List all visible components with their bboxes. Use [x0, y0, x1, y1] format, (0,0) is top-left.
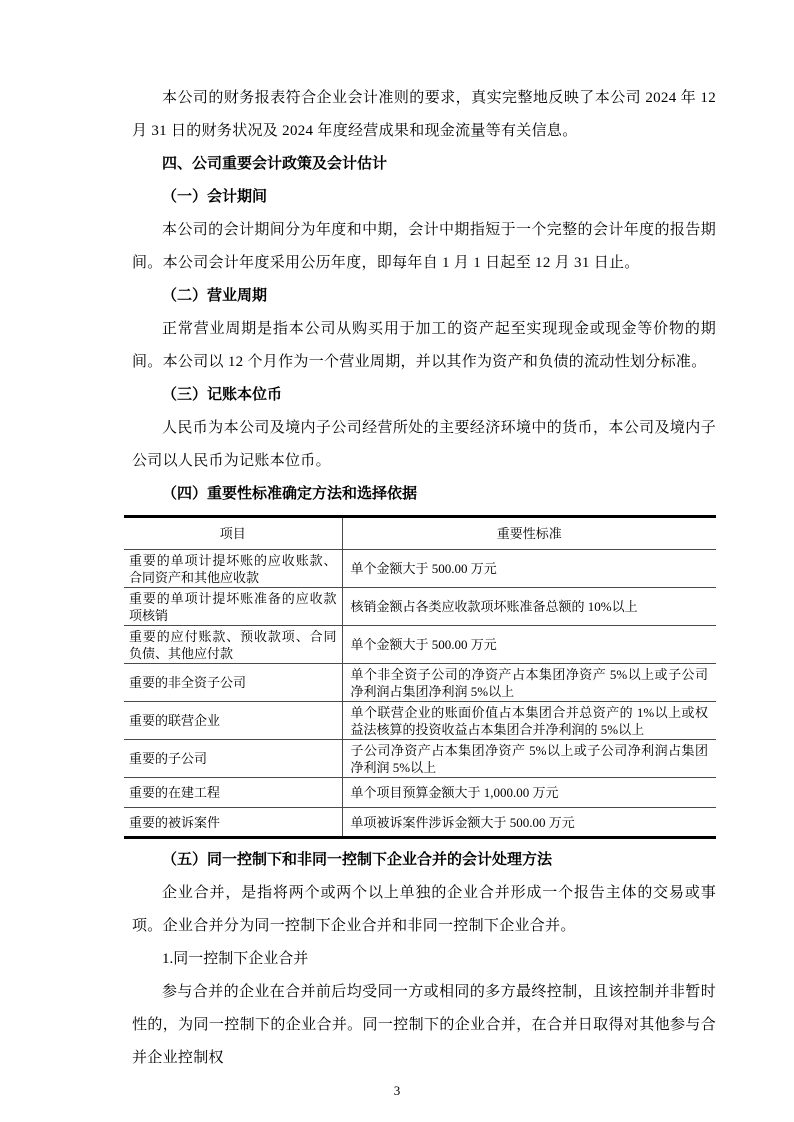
- subsection-5-paragraph-1: 企业合并，是指将两个或两个以上单独的企业合并形成一个报告主体的交易或事项。企业合并分为同一控制下企业合并和非同一控制下企业合并。: [132, 885, 716, 934]
- table-header-row: [124, 517, 716, 550]
- table-row: [124, 808, 716, 838]
- cell-item: 重要的在建工程: [124, 778, 342, 808]
- cell-item: 重要的联营企业: [124, 702, 342, 740]
- cell-item: 重要的单项计提坏账的应收账款、合同资产和其他应收款: [124, 550, 342, 588]
- table-row: [124, 550, 716, 588]
- intro-paragraph: 本公司的财务报表符合企业会计准则的要求，真实完整地反映了本公司 2024 年 12 月 31 日的财务状况及 2024 年度经营成果和现金流量等有关信息。: [132, 90, 716, 139]
- table-row: [124, 702, 716, 740]
- subsection-5-paragraph-2: 参与合并的企业在合并前后均受同一方或相同的多方最终控制，且该控制并非暂时性的，为同一控制下的企业合并。同一控制下的企业合并，在合并日取得对其他参与合并企业控制权: [132, 984, 716, 1066]
- subsection-1-heading: （一）会计期间: [162, 189, 268, 205]
- cell-standard: 单个金额大于 500.00 万元: [342, 626, 716, 664]
- column-header-standard: 重要性标准: [342, 517, 716, 550]
- subsection-2-heading: （二）营业周期: [162, 288, 268, 304]
- subsection-2-paragraph: 正常营业周期是指本公司从购买用于加工的资产起至实现现金或现金等价物的期间。本公司以 12 个月作为一个营业周期，并以其作为资产和负债的流动性划分标准。: [132, 321, 716, 370]
- cell-standard: 单项被诉案件涉诉金额大于 500.00 万元: [342, 808, 716, 838]
- cell-standard: 单个非全资子公司的净资产占本集团净资产 5%以上或子公司净利润占集团净利润 5%以上: [342, 664, 716, 702]
- cell-standard: 单个联营企业的账面价值占本集团合并总资产的 1%以上或权益法核算的投资收益占本集团合并净利润的 5%以上: [342, 702, 716, 740]
- cell-item: 重要的非全资子公司: [124, 664, 342, 702]
- cell-standard: 子公司净资产占本集团净资产 5%以上或子公司净利润占集团净利润 5%以上: [342, 740, 716, 778]
- subsection-3-heading: （三）记账本位币: [162, 387, 283, 403]
- subsection-5-heading: （五）同一控制下和非同一控制下企业合并的会计处理方法: [162, 852, 553, 868]
- table-row: [124, 740, 716, 778]
- table-row: [124, 664, 716, 702]
- section-heading: 四、公司重要会计政策及会计估计: [162, 156, 388, 172]
- table-row: [124, 778, 716, 808]
- subsection-3-paragraph: 人民币为本公司及境内子公司经营所处的主要经济环境中的货币，本公司及境内子公司以人民币为记账本位币。: [132, 420, 716, 469]
- table-row: [124, 626, 716, 664]
- cell-standard: 单个项目预算金额大于 1,000.00 万元: [342, 778, 716, 808]
- subsection-5-sub-item: 1.同一控制下企业合并: [162, 951, 309, 967]
- cell-item: 重要的被诉案件: [124, 808, 342, 838]
- cell-item: 重要的应付账款、预收款项、合同负债、其他应付款: [124, 626, 342, 664]
- materiality-standards-table: [124, 515, 716, 839]
- subsection-4-heading: （四）重要性标准确定方法和选择依据: [162, 486, 418, 502]
- subsection-1-paragraph: 本公司的会计期间分为年度和中期，会计中期指短于一个完整的会计年度的报告期间。本公司会计年度采用公历年度，即每年自 1 月 1 日起至 12 月 31 日止。: [132, 222, 716, 271]
- table-row: [124, 588, 716, 626]
- cell-item: 重要的子公司: [124, 740, 342, 778]
- cell-item: 重要的单项计提坏账准备的应收款项核销: [124, 588, 342, 626]
- cell-standard: 单个金额大于 500.00 万元: [342, 550, 716, 588]
- page-number: 3: [393, 1083, 401, 1098]
- column-header-item: 项目: [124, 517, 342, 550]
- cell-standard: 核销金额占各类应收款项坏账准备总额的 10%以上: [342, 588, 716, 626]
